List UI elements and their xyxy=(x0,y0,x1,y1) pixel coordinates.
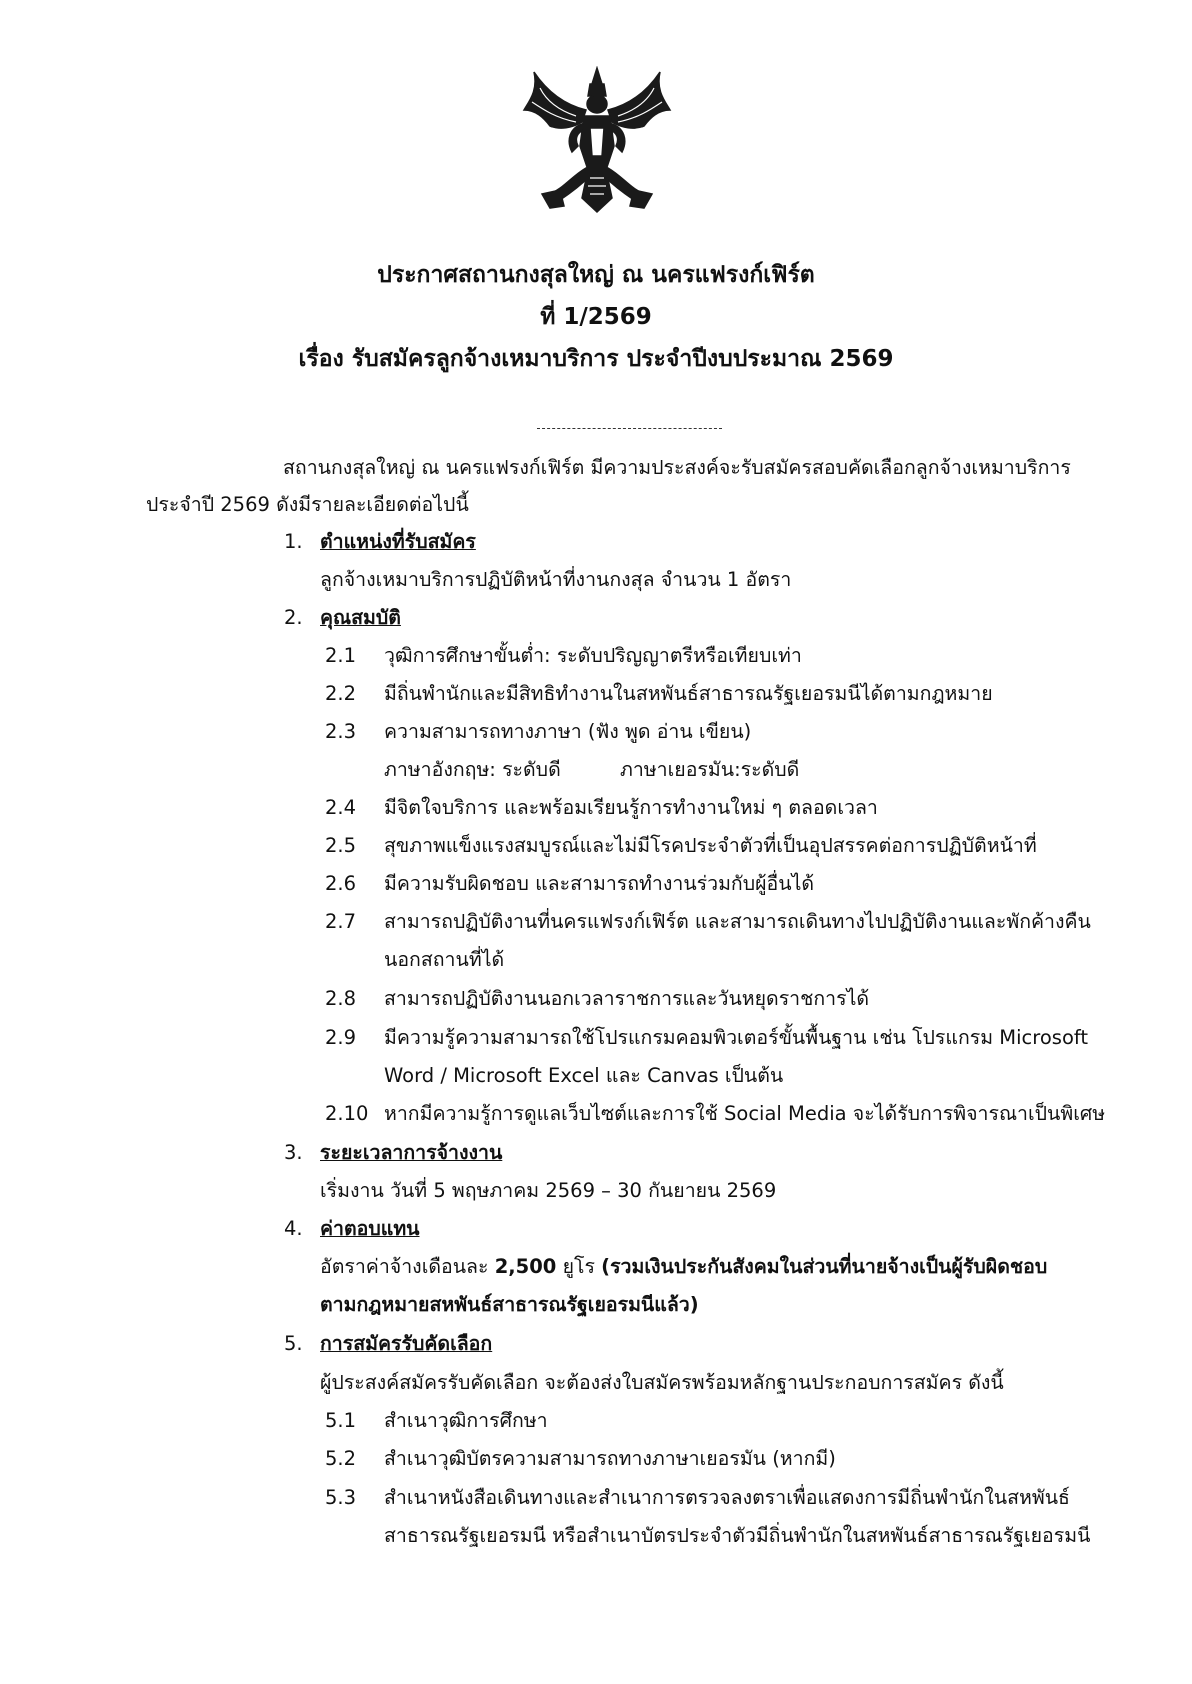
item-text: สามารถปฏิบัติงานนอกเวลาราชการและวันหยุดราชการได้ xyxy=(384,987,870,1010)
item-text: สามารถปฏิบัติงานที่นครแฟรงก์เฟิร์ต และสามารถเดินทางไปปฏิบัติงานและพักค้างคืน xyxy=(384,910,1091,933)
language-english: ภาษาอังกฤษ: ระดับดี xyxy=(384,758,561,781)
section-5-body: ผู้ประสงค์สมัครรับคัดเลือก จะต้องส่งใบสมัครพร้อมหลักฐานประกอบการสมัคร ดังนี้ xyxy=(320,1371,1004,1394)
item-text: มีจิตใจบริการ และพร้อมเรียนรู้การทำงานใหม่ ๆ ตลอดเวลา xyxy=(384,796,878,819)
item-text: สำเนาวุฒิการศึกษา xyxy=(384,1409,548,1432)
item-number: 5.2 xyxy=(325,1447,357,1470)
item-text: สำเนาวุฒิบัตรความสามารถทางภาษาเยอรมัน (หากมี) xyxy=(384,1447,836,1470)
item-text-continued: Word / Microsoft Excel และ Canvas เป็นต้น xyxy=(384,1064,784,1087)
item-text-continued: นอกสถานที่ได้ xyxy=(384,948,505,971)
language-german: ภาษาเยอรมัน:ระดับดี xyxy=(620,758,800,781)
section-5-title: การสมัครรับคัดเลือก xyxy=(320,1332,493,1355)
section-4-number: 4. xyxy=(284,1217,303,1240)
item-text: วุฒิการศึกษาขั้นต่ำ: ระดับปริญญาตรีหรือเทียบเท่า xyxy=(384,644,802,667)
garuda-emblem-icon xyxy=(520,66,674,216)
item-text: มีความรู้ความสามารถใช้โปรแกรมคอมพิวเตอร์ขั้นพื้นฐาน เช่น โปรแกรม Microsoft xyxy=(384,1026,1089,1049)
section-4-body-continued: ตามกฎหมายสหพันธ์สาธารณรัฐเยอรมนีแล้ว) xyxy=(320,1293,699,1316)
item-number: 2.3 xyxy=(325,720,357,743)
section-4-body: อัตราค่าจ้างเดือนละ 2,500 ยูโร (รวมเงินประกันสังคมในส่วนที่นายจ้างเป็นผู้รับผิดชอบ xyxy=(320,1255,1048,1278)
announcement-subject: เรื่อง รับสมัครลูกจ้างเหมาบริการ ประจำปีงบประมาณ 2569 xyxy=(298,346,894,372)
item-number: 2.6 xyxy=(325,872,357,895)
item-number: 2.5 xyxy=(325,834,357,857)
item-text-continued: สาธารณรัฐเยอรมนี หรือสำเนาบัตรประจำตัวมีถิ่นพำนักในสหพันธ์สาธารณรัฐเยอรมนี xyxy=(384,1524,1091,1547)
section-3-body: เริ่มงาน วันที่ 5 พฤษภาคม 2569 – 30 กันยายน 2569 xyxy=(320,1179,777,1202)
announcement-number: ที่ 1/2569 xyxy=(540,304,652,330)
item-text: ความสามารถทางภาษา (ฟัง พูด อ่าน เขียน) xyxy=(384,720,752,743)
salary-amount: 2,500 xyxy=(494,1255,557,1278)
item-text: มีความรับผิดชอบ และสามารถทำงานร่วมกับผู้อื่นได้ xyxy=(384,872,815,895)
item-number: 2.7 xyxy=(325,910,357,933)
item-text: มีถิ่นพำนักและมีสิทธิทำงานในสหพันธ์สาธารณรัฐเยอรมนีได้ตามกฎหมาย xyxy=(384,682,993,705)
section-4-title: ค่าตอบแทน xyxy=(320,1217,420,1240)
item-number: 2.1 xyxy=(325,644,357,667)
section-3-number: 3. xyxy=(284,1141,303,1164)
item-number: 2.2 xyxy=(325,682,357,705)
item-text: หากมีความรู้การดูแลเว็บไซต์และการใช้ Social Media จะได้รับการพิจารณาเป็นพิเศษ xyxy=(384,1102,1106,1125)
intro-line-2: ประจำปี 2569 ดังมีรายละเอียดต่อไปนี้ xyxy=(146,493,469,516)
announcement-title: ประกาศสถานกงสุลใหญ่ ณ นครแฟรงก์เฟิร์ต xyxy=(377,262,815,288)
item-text: สำเนาหนังสือเดินทางและสำเนาการตรวจลงตราเพื่อแสดงการมีถิ่นพำนักในสหพันธ์ xyxy=(384,1486,1070,1509)
intro-line-1: สถานกงสุลใหญ่ ณ นครแฟรงก์เฟิร์ต มีความประสงค์จะรับสมัครสอบคัดเลือกลูกจ้างเหมาบริการ xyxy=(283,456,1071,479)
item-text: สุขภาพแข็งแรงสมบูรณ์และไม่มีโรคประจำตัวที่เป็นอุปสรรคต่อการปฏิบัติหน้าที่ xyxy=(384,834,1037,857)
section-1-body: ลูกจ้างเหมาบริการปฏิบัติหน้าที่งานกงสุล จำนวน 1 อัตรา xyxy=(320,568,792,591)
section-1-number: 1. xyxy=(284,530,303,553)
title-divider xyxy=(537,428,722,429)
section-2-title: คุณสมบัติ xyxy=(320,606,401,629)
item-number: 5.1 xyxy=(325,1409,357,1432)
item-number: 2.4 xyxy=(325,796,357,819)
item-number: 2.8 xyxy=(325,987,357,1010)
item-number: 5.3 xyxy=(325,1486,357,1509)
item-number: 2.9 xyxy=(325,1026,357,1049)
section-1-title: ตำแหน่งที่รับสมัคร xyxy=(320,530,476,553)
section-5-number: 5. xyxy=(284,1332,303,1355)
section-2-number: 2. xyxy=(284,606,303,629)
item-number: 2.10 xyxy=(325,1102,369,1125)
section-3-title: ระยะเวลาการจ้างงาน xyxy=(320,1141,503,1164)
